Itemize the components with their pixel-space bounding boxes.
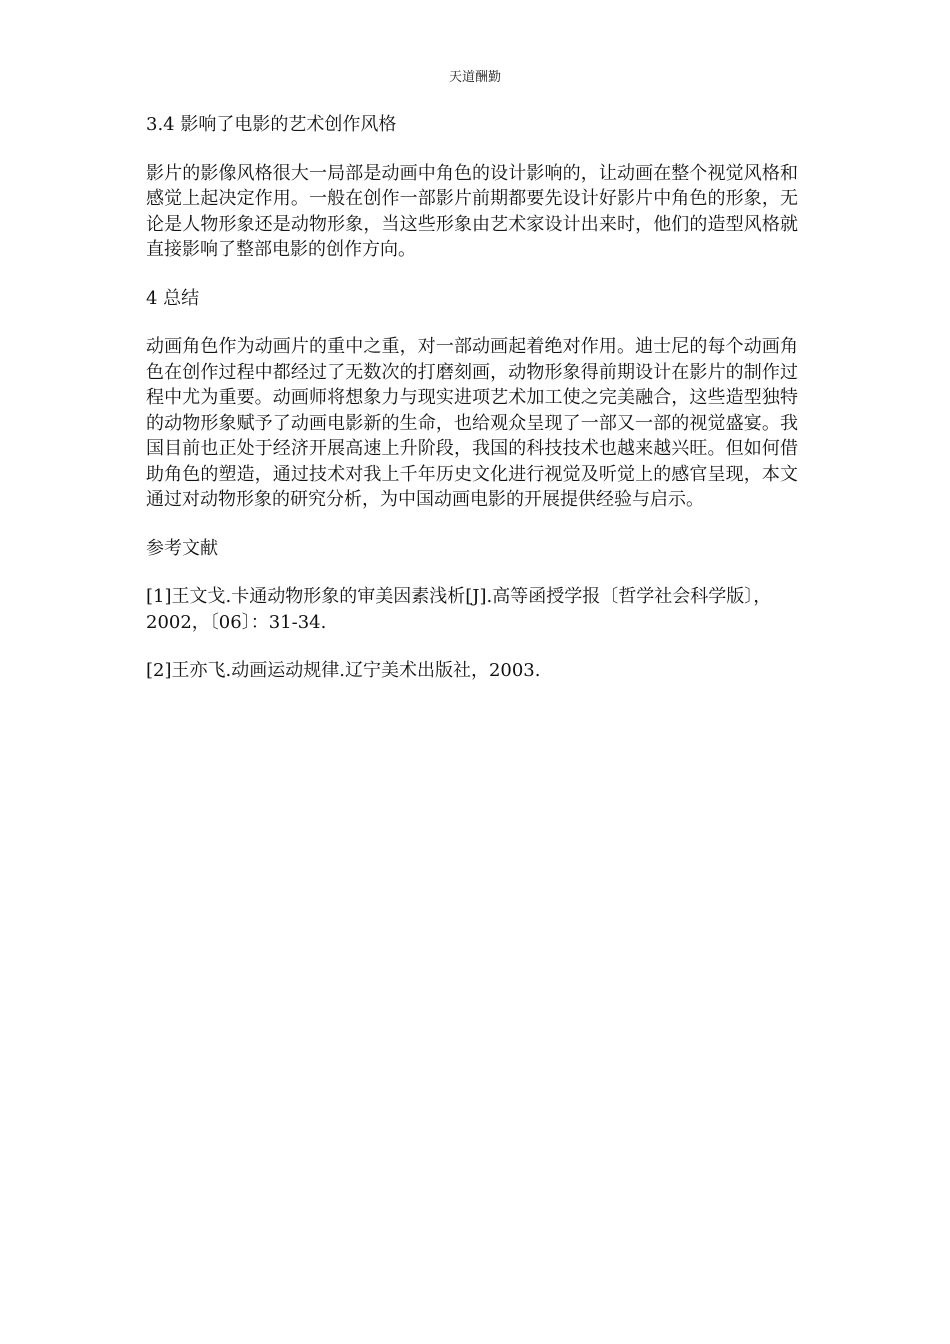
section-paragraph: 影片的影像风格很大一局部是动画中角色的设计影响的，让动画在整个视觉风格和感觉上起决定作用。一般在创作一部影片前期都要先设计好影片中角色的形象，无论是人物形象还是动物形象，当这些形象由艺术家设计出来时，他们的造型风格就直接影响了整部电影的创作方向。 [146, 162, 798, 260]
section-heading: 3.4 影响了电影的艺术创作风格 [146, 114, 397, 135]
document-body [146, 112, 798, 707]
reference-item: [2]王亦飞.动画运动规律.辽宁美术出版社，2003. [146, 660, 541, 681]
section-heading: 4 总结 [146, 287, 200, 309]
page-header: 天道酬勤 [448, 70, 501, 85]
reference-item: [1]王文戈.卡通动物形象的审美因素浅析[J].高等函授学报〔哲学社会科学版〕，2002，〔06〕：31-34. [146, 586, 772, 633]
references-heading: 参考文献 [146, 537, 218, 559]
section-paragraph: 动画角色作为动画片的重中之重，对一部动画起着绝对作用。迪士尼的每个动画角色在创作过程中都经过了无数次的打磨刻画，动物形象得前期设计在影片的制作过程中尤为重要。动画师将想象力与现实进项艺术加工使之完美融合，这些造型独特的动物形象赋予了动画电影新的生命，也给观众呈现了一部又一部的视觉盛宴。我国目前也正处于经济开展高速上升阶段，我国的科技技术也越来越兴旺。但如何借助角色的塑造，通过技术对我上千年历史文化进行视觉及听觉上的感官呈现，本文通过对动物形象的研究分析，为中国动画电影的开展提供经验与启示。 [146, 336, 798, 510]
